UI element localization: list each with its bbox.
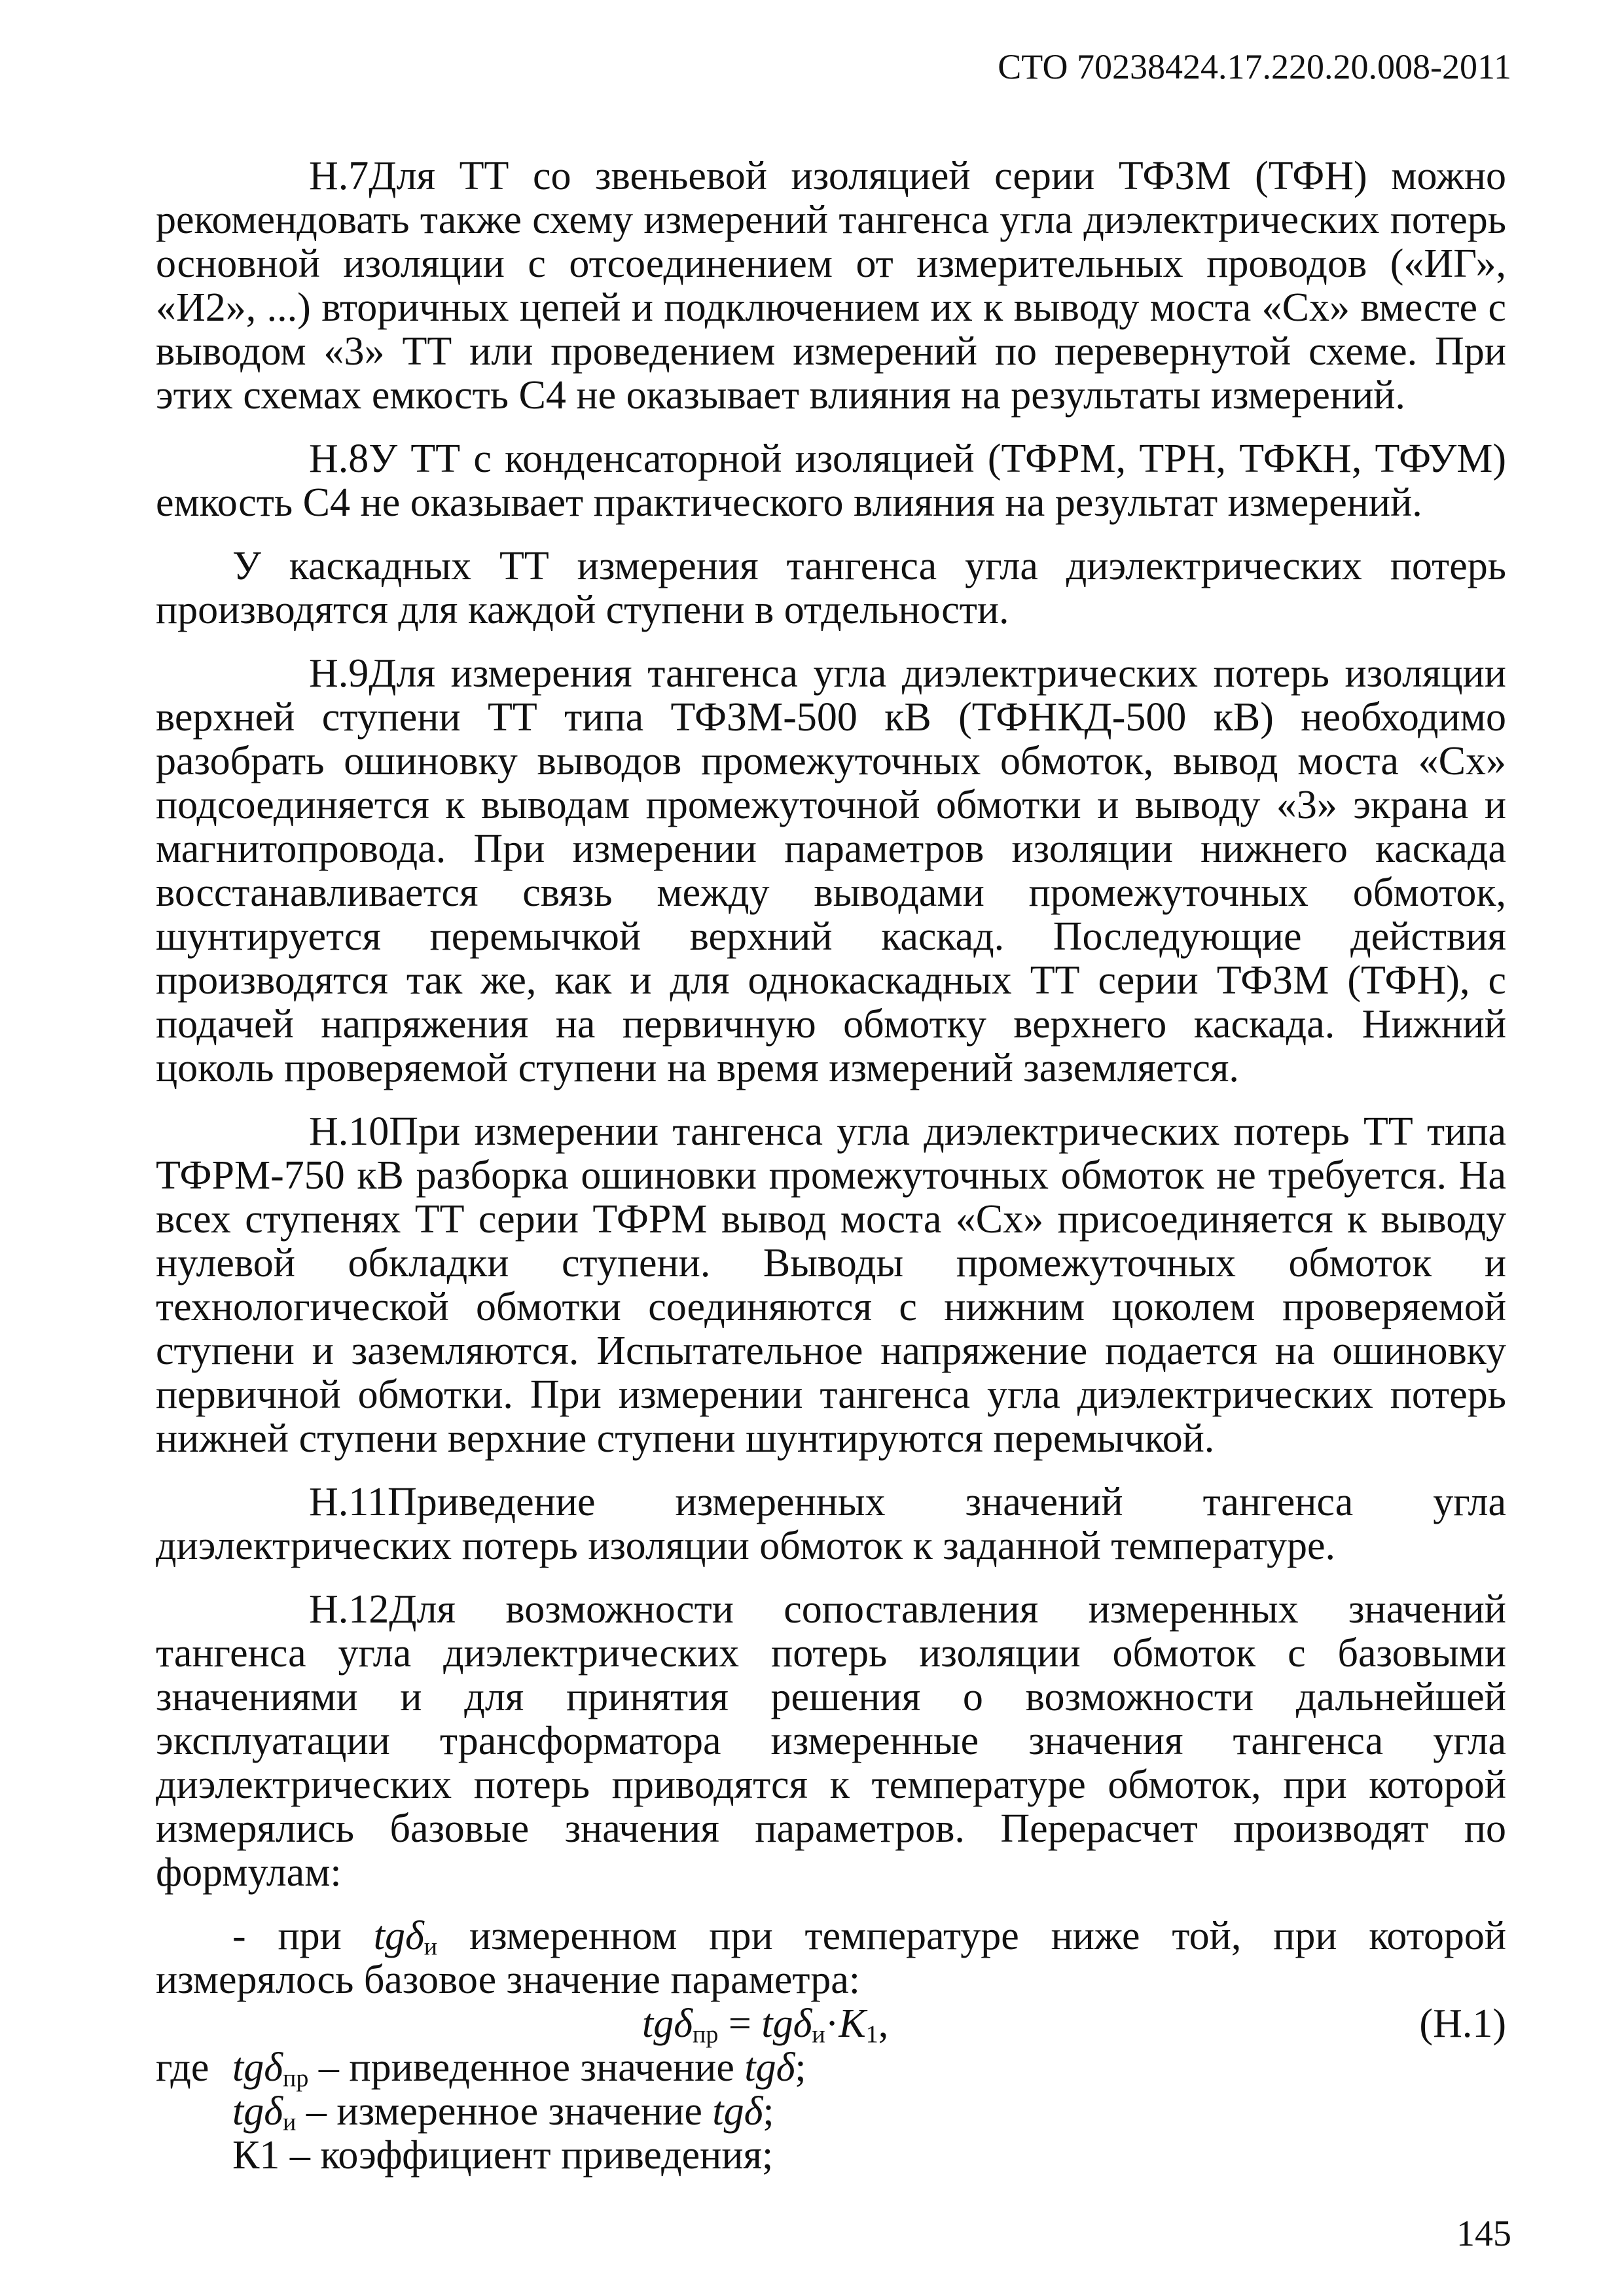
paragraph-h7 bbox=[156, 154, 1506, 418]
formula-lhs: tgδ bbox=[642, 2001, 693, 2046]
formula-equals: = bbox=[728, 2001, 751, 2046]
page-number: 145 bbox=[1456, 2214, 1511, 2254]
def-symbol: tgδ bbox=[232, 2045, 283, 2090]
def-symbol-sub: пр bbox=[283, 2064, 309, 2092]
symbol-subscript: и bbox=[424, 1933, 438, 1961]
paragraph-bullet bbox=[156, 1914, 1506, 2002]
paragraph-h10 bbox=[156, 1110, 1506, 1461]
clause-number: Н.10 bbox=[309, 1109, 389, 1154]
paragraph-h8 bbox=[156, 437, 1506, 525]
clause-number: Н.7 bbox=[309, 154, 369, 198]
def-end: ; bbox=[795, 2045, 806, 2090]
paragraph-text: Приведение измеренных значений тангенса угла диэлектрических потерь изоляции обмоток к заданной температуре. bbox=[156, 1480, 1506, 1568]
def-ref: tgδ bbox=[712, 2089, 763, 2134]
paragraph-text: У каскадных ТТ измерения тангенса угла диэлектрических потерь производятся для каждой ступени в отдельности. bbox=[156, 544, 1506, 632]
bullet-text-after: измеренном при температуре ниже той, при которой измерялось базовое значение параметра: bbox=[156, 1914, 1507, 2002]
paragraph-text: У ТТ с конденсаторной изоляцией (ТФРМ, ТРН, ТФКН, ТФУМ) емкость С4 не оказывает практического влияния на результат измерений. bbox=[156, 437, 1506, 525]
bullet-text-before: - при bbox=[232, 1914, 342, 1958]
formula-rhs-sub: и bbox=[812, 2020, 825, 2049]
formula-number: (Н.1) bbox=[1419, 2001, 1506, 2046]
formula-k: K bbox=[839, 2001, 866, 2046]
def-text: – приведенное значение bbox=[318, 2045, 734, 2090]
where-definition bbox=[232, 2090, 774, 2134]
formula-dot: · bbox=[825, 2001, 839, 2046]
where-line bbox=[156, 2046, 1506, 2090]
paragraph-text: Для ТТ со звеньевой изоляцией серии ТФЗМ (ТФН) можно рекомендовать также схему измерений тангенса угла диэлектрических потерь основной изоляции с отсоединением от измерительных проводов («ИГ», «И2», ...) вторичных цепей и подключением их к выводу моста «Сх» вместе с выводом «3» ТТ или проведением измерений по перевернутой схеме. При этих схемах емкость С4 не оказывает влияния на результаты измерений. bbox=[156, 154, 1506, 418]
paragraph-h11 bbox=[156, 1480, 1506, 1568]
tg-delta-symbol: tgδ bbox=[373, 1914, 424, 1958]
formula-k-sub: 1 bbox=[865, 2020, 878, 2049]
paragraph-h12 bbox=[156, 1588, 1506, 1895]
paragraph-text: Для возможности сопоставления измеренных значений тангенса угла диэлектрических потерь изоляции обмоток с базовыми значениями и для принятия решения о возможности дальнейшей эксплуатации трансформатора измеренные значения тангенса угла диэлектрических потерь приводятся к температуре обмоток, при которой измерялись базовые значения параметров. Перерасчет производят по формулам: bbox=[156, 1587, 1506, 1895]
where-line bbox=[156, 2090, 1506, 2134]
formula-h1 bbox=[156, 2001, 1506, 2049]
where-definition: К1 – коэффициент приведения; bbox=[232, 2133, 774, 2178]
where-block bbox=[156, 2046, 1506, 2178]
formula-lhs-sub: пр bbox=[693, 2020, 719, 2049]
where-label: где bbox=[156, 2045, 209, 2090]
clause-number: Н.11 bbox=[309, 1480, 388, 1524]
formula-expression bbox=[642, 2001, 889, 2049]
def-ref: tgδ bbox=[744, 2045, 795, 2090]
def-end: ; bbox=[763, 2089, 774, 2134]
where-definition bbox=[232, 2046, 806, 2090]
paragraph-text: При измерении тангенса угла диэлектрических потерь ТТ типа ТФРМ-750 кВ разборка ошиновки промежуточных обмоток не требуется. На всех ступенях ТТ серии ТФРМ вывод моста «Сх» присоединяется к выводу нулевой обкладки ступени. Выводы промежуточных обмоток и технологической обмотки соединяются с нижним цоколем проверяемой ступени и заземляются. Испытательное напряжение подается на ошиновку первичной обмотки. При измерении тангенса угла диэлектрических потерь нижней ступени верхние ступени шунтируются перемычкой. bbox=[156, 1109, 1506, 1461]
paragraph-text: Для измерения тангенса угла диэлектрических потерь изоляции верхней ступени ТТ типа ТФЗМ-500 кВ (ТФНКД-500 кВ) необходимо разобрать ошиновку выводов промежуточных обмоток, вывод моста «Сх» подсоединяется к выводам промежуточной обмотки и выводу «3» экрана и магнитопровода. При измерении параметров изоляции нижнего каскада восстанавливается связь между выводами промежуточных обмоток, шунтируется перемычкой верхний каскад. Последующие действия производятся так же, как и для однокаскадных ТТ серии ТФЗМ (ТФН), с подачей напряжения на первичную обмотку верхнего каскада. Нижний цоколь проверяемой ступени на время измерений заземляется. bbox=[156, 651, 1506, 1090]
document-code-header: СТО 70238424.17.220.20.008-2011 bbox=[998, 47, 1511, 86]
clause-number: Н.12 bbox=[309, 1587, 389, 1632]
def-symbol: tgδ bbox=[232, 2089, 283, 2134]
clause-number: Н.8 bbox=[309, 437, 369, 481]
formula-rhs: tgδ bbox=[761, 2001, 812, 2046]
def-text: – измеренное значение bbox=[306, 2089, 702, 2134]
def-symbol-sub: и bbox=[283, 2108, 297, 2136]
body-text bbox=[156, 154, 1506, 2178]
paragraph-cascade bbox=[156, 545, 1506, 632]
formula-comma: , bbox=[878, 2001, 889, 2046]
where-line bbox=[156, 2134, 1506, 2178]
clause-number: Н.9 bbox=[309, 651, 369, 696]
paragraph-h9 bbox=[156, 652, 1506, 1090]
